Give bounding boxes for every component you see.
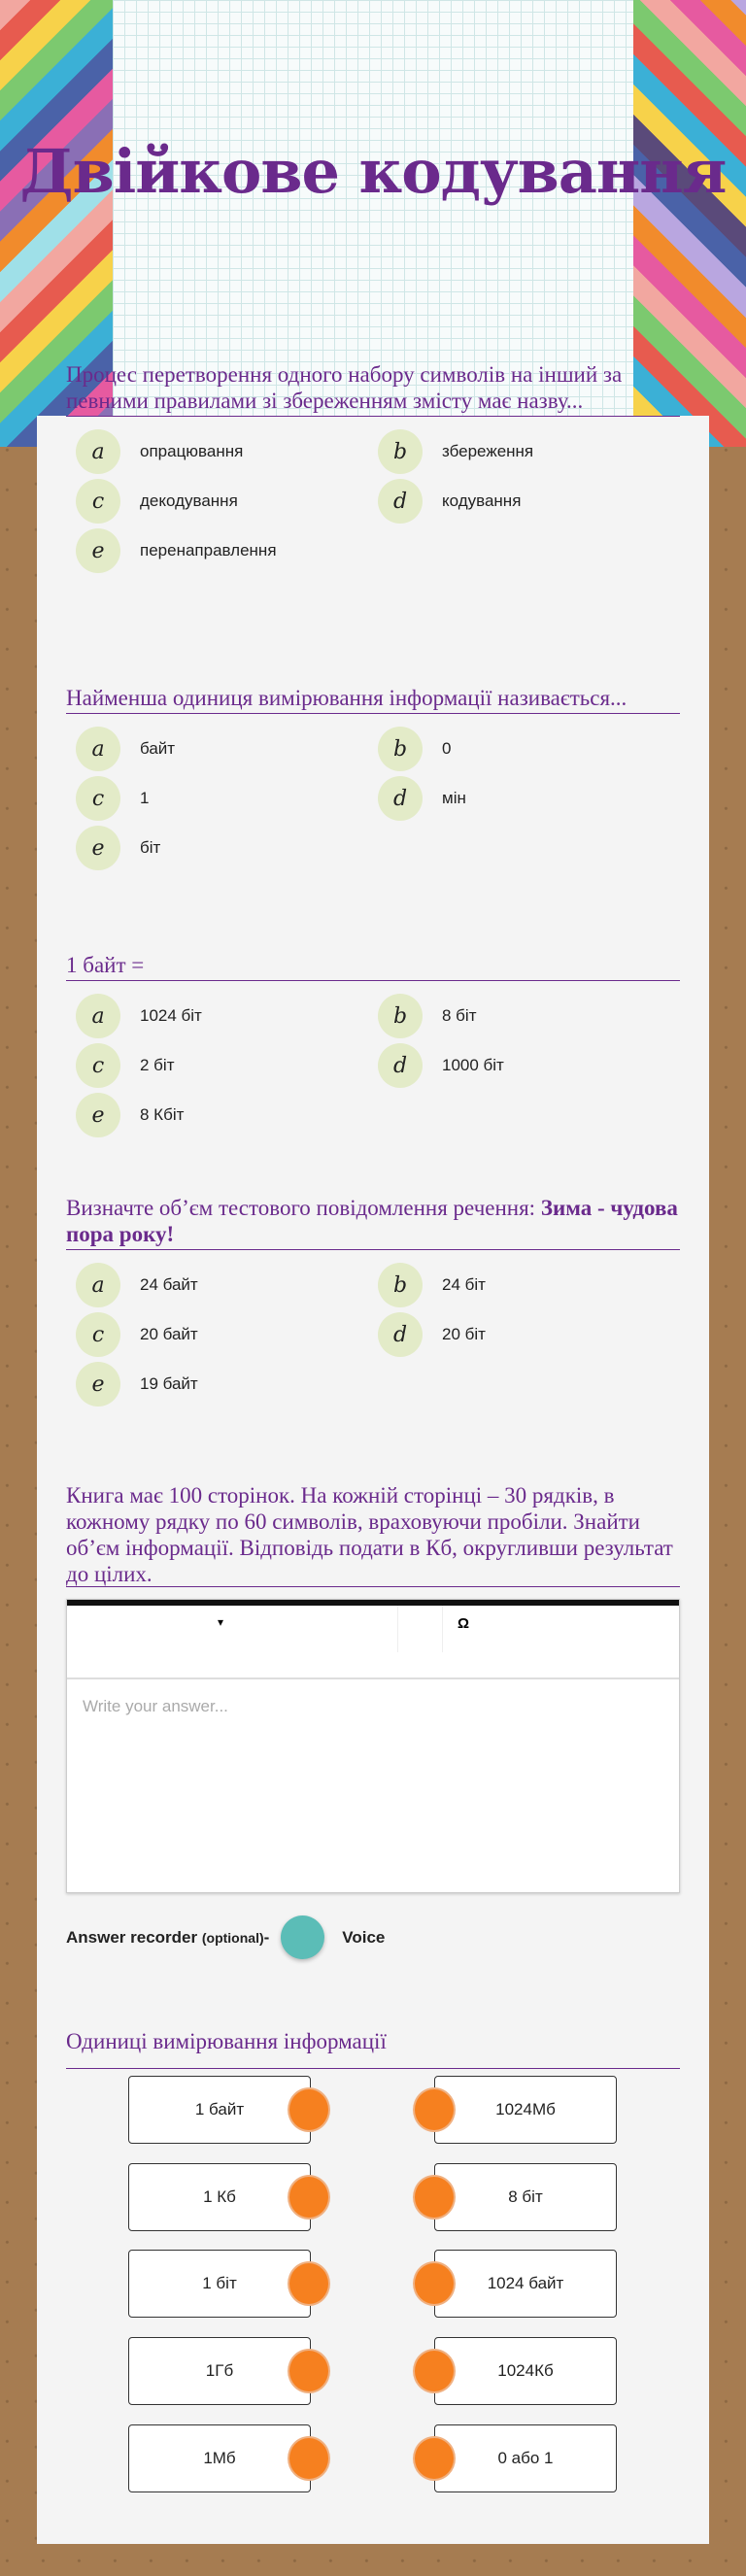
option-letter-badge: a (76, 429, 120, 474)
option-letter-badge: b (378, 1263, 423, 1307)
match-left-item[interactable] (128, 2337, 311, 2405)
option-c[interactable] (76, 776, 149, 821)
question-1-text (66, 361, 680, 414)
divider (66, 2068, 680, 2069)
match-right-item[interactable] (434, 2250, 617, 2318)
match-right-item[interactable] (434, 2076, 617, 2144)
match-item-label: 8 біт (508, 2187, 543, 2206)
option-label: 24 біт (442, 1275, 486, 1294)
option-b[interactable] (378, 1263, 486, 1307)
option-d[interactable] (378, 1043, 504, 1088)
recorder-dash: - (263, 1927, 270, 1947)
option-label: 20 байт (140, 1325, 198, 1343)
option-letter-badge: b (378, 727, 423, 771)
connector-dot[interactable] (288, 2087, 330, 2132)
option-letter-badge: b (378, 429, 423, 474)
option-a[interactable] (76, 994, 202, 1038)
match-item-label: 0 або 1 (497, 2449, 554, 2467)
option-a[interactable] (76, 1263, 198, 1307)
connector-dot[interactable] (288, 2436, 330, 2481)
option-label: байт (140, 739, 176, 758)
divider (66, 416, 680, 417)
special-char-icon[interactable]: Ω (458, 1615, 470, 1632)
page-title: Двійкове кодування (19, 136, 727, 207)
option-d[interactable] (378, 776, 466, 821)
recorder-label: Answer recorder (66, 1927, 198, 1947)
option-c[interactable] (76, 1312, 198, 1357)
match-item-label: 1024Кб (497, 2361, 554, 2380)
option-letter-badge: e (76, 1362, 120, 1407)
option-label: перенаправлення (140, 541, 277, 559)
option-label: опрацювання (140, 442, 244, 460)
question-highlight: Зима - чудова пора року! (66, 1196, 678, 1246)
divider (66, 980, 680, 981)
divider (66, 1249, 680, 1250)
match-item-label: 1 байт (194, 2100, 245, 2118)
match-item-label: 1Мб (203, 2449, 236, 2467)
option-letter-badge: d (378, 1043, 423, 1088)
question-text: Визначте об’єм тестового повідомлення речення: (66, 1196, 541, 1220)
option-label: 24 байт (140, 1275, 198, 1294)
option-a[interactable] (76, 429, 243, 474)
question-4-text (66, 1195, 680, 1247)
option-e[interactable] (76, 1093, 184, 1137)
option-e[interactable] (76, 826, 160, 870)
option-letter-badge: a (76, 994, 120, 1038)
option-letter-badge: a (76, 727, 120, 771)
option-e[interactable] (76, 1362, 198, 1407)
option-d[interactable] (378, 1312, 486, 1357)
match-right-item[interactable] (434, 2337, 617, 2405)
match-right-item[interactable] (434, 2163, 617, 2231)
answer-editor[interactable] (66, 1599, 680, 1893)
match-item-label: 1 Кб (203, 2187, 236, 2206)
match-left-item[interactable] (128, 2076, 311, 2144)
question-5-text: Книга має 100 сторінок. На кожній сторінці – 30 рядків, в кожному рядку по 60 символів, враховуючи пробіли. Знайти об’єм інформації. Відповідь подати в Кб, округливши результат до цілих. (66, 1483, 673, 1586)
option-letter-badge: a (76, 1263, 120, 1307)
connector-dot[interactable] (288, 2175, 330, 2220)
editor-toolbar (67, 1606, 679, 1679)
option-label: 0 (442, 739, 452, 758)
option-letter-badge: c (76, 776, 120, 821)
voice-record-button[interactable] (281, 1915, 324, 1959)
match-item-label: 1Гб (205, 2361, 234, 2380)
option-label: мін (442, 789, 466, 807)
option-label: 1024 біт (140, 1006, 202, 1025)
option-letter-badge: c (76, 1312, 120, 1357)
question-text: Процес перетворення одного набору символів на інший за певними правилами зі збереженням змісту має назву... (66, 362, 623, 413)
recorder-optional: (optional) (201, 1929, 264, 1946)
option-c[interactable] (76, 1043, 174, 1088)
match-item-label: 1024Мб (495, 2100, 556, 2118)
option-label: біт (140, 838, 161, 857)
match-left-item[interactable] (128, 2163, 311, 2231)
match-right-item[interactable] (434, 2424, 617, 2492)
quiz-card (37, 362, 709, 2544)
option-letter-badge: e (76, 528, 120, 573)
question-3-text (66, 952, 680, 978)
connector-dot[interactable] (413, 2087, 456, 2132)
option-label: 8 Кбіт (140, 1105, 185, 1124)
option-label: 1000 біт (442, 1056, 504, 1074)
match-item-label: 1 біт (202, 2274, 237, 2292)
divider (66, 713, 680, 714)
option-letter-badge: e (76, 1093, 120, 1137)
connector-dot[interactable] (413, 2261, 456, 2306)
answer-input[interactable]: Write your answer... (83, 1697, 228, 1715)
option-letter-badge: d (378, 1312, 423, 1357)
option-b[interactable] (378, 727, 451, 771)
option-label: 19 байт (140, 1374, 198, 1393)
option-b[interactable] (378, 994, 476, 1038)
connector-dot[interactable] (413, 2436, 456, 2481)
divider (66, 1586, 680, 1587)
option-label: 8 біт (442, 1006, 477, 1025)
option-b[interactable] (378, 429, 533, 474)
toolbar-divider (397, 1606, 398, 1652)
match-left-item[interactable] (128, 2424, 311, 2492)
option-letter-badge: e (76, 826, 120, 870)
connector-dot[interactable] (413, 2349, 456, 2393)
option-label: збереження (442, 442, 534, 460)
voice-label: Voice (342, 1927, 386, 1947)
option-label: декодування (140, 491, 238, 510)
option-letter-badge: c (76, 1043, 120, 1088)
match-left-item[interactable] (128, 2250, 311, 2318)
match-item-label: 1024 байт (487, 2274, 564, 2292)
option-c[interactable] (76, 479, 238, 524)
option-letter-badge: d (378, 479, 423, 524)
toolbar-divider (442, 1606, 443, 1652)
connector-dot[interactable] (288, 2261, 330, 2306)
question-text: Найменша одиниця вимірювання інформації називається... (66, 686, 627, 710)
option-e[interactable] (76, 528, 277, 573)
format-dropdown[interactable]: ▾ (218, 1615, 224, 1629)
option-letter-badge: c (76, 479, 120, 524)
question-text: 1 байт = (66, 953, 145, 977)
option-label: 20 біт (442, 1325, 486, 1343)
option-letter-badge: d (378, 776, 423, 821)
matching-title: Одиниці вимірювання інформації (66, 2029, 387, 2053)
option-d[interactable] (378, 479, 521, 524)
option-letter-badge: b (378, 994, 423, 1038)
connector-dot[interactable] (413, 2175, 456, 2220)
option-label: 2 біт (140, 1056, 175, 1074)
connector-dot[interactable] (288, 2349, 330, 2393)
answer-recorder (66, 1915, 385, 1959)
question-2-text (66, 685, 680, 711)
option-a[interactable] (76, 727, 175, 771)
option-label: 1 (140, 789, 150, 807)
option-label: кодування (442, 491, 522, 510)
